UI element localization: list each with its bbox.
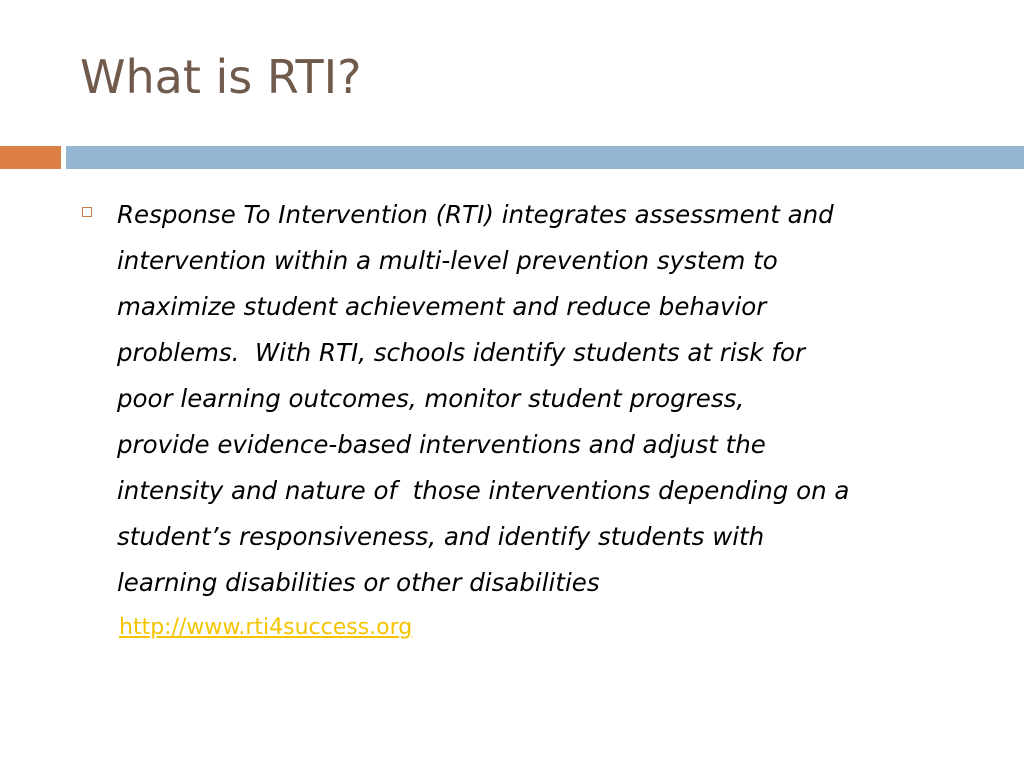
- accent-bar-blue: [66, 146, 1024, 169]
- bullet-line: intensity and nature of those interventions depending on a: [117, 476, 850, 505]
- bullet-line: poor learning outcomes, monitor student progress,: [117, 384, 745, 413]
- bullet-line: Response To Intervention (RTI) integrates assessment and: [117, 200, 834, 229]
- bullet-line: student’s responsiveness, and identify students with: [117, 522, 765, 551]
- bullet-line: intervention within a multi-level prevention system to: [117, 246, 778, 275]
- slide-title: What is RTI?: [80, 50, 362, 104]
- rti4success-link[interactable]: http://www.rti4success.org: [119, 615, 413, 640]
- bullet-item: [80, 192, 980, 606]
- accent-bar-orange: [0, 146, 61, 169]
- bullet-line: problems. With RTI, schools identify students at risk for: [117, 338, 806, 367]
- bullet-line: learning disabilities or other disabilities: [117, 568, 600, 597]
- bullet-line: provide evidence-based interventions and adjust the: [117, 430, 766, 459]
- bullet-text: [117, 192, 980, 606]
- hollow-square-bullet-icon: [82, 207, 92, 217]
- bullet-line: maximize student achievement and reduce behavior: [117, 292, 767, 321]
